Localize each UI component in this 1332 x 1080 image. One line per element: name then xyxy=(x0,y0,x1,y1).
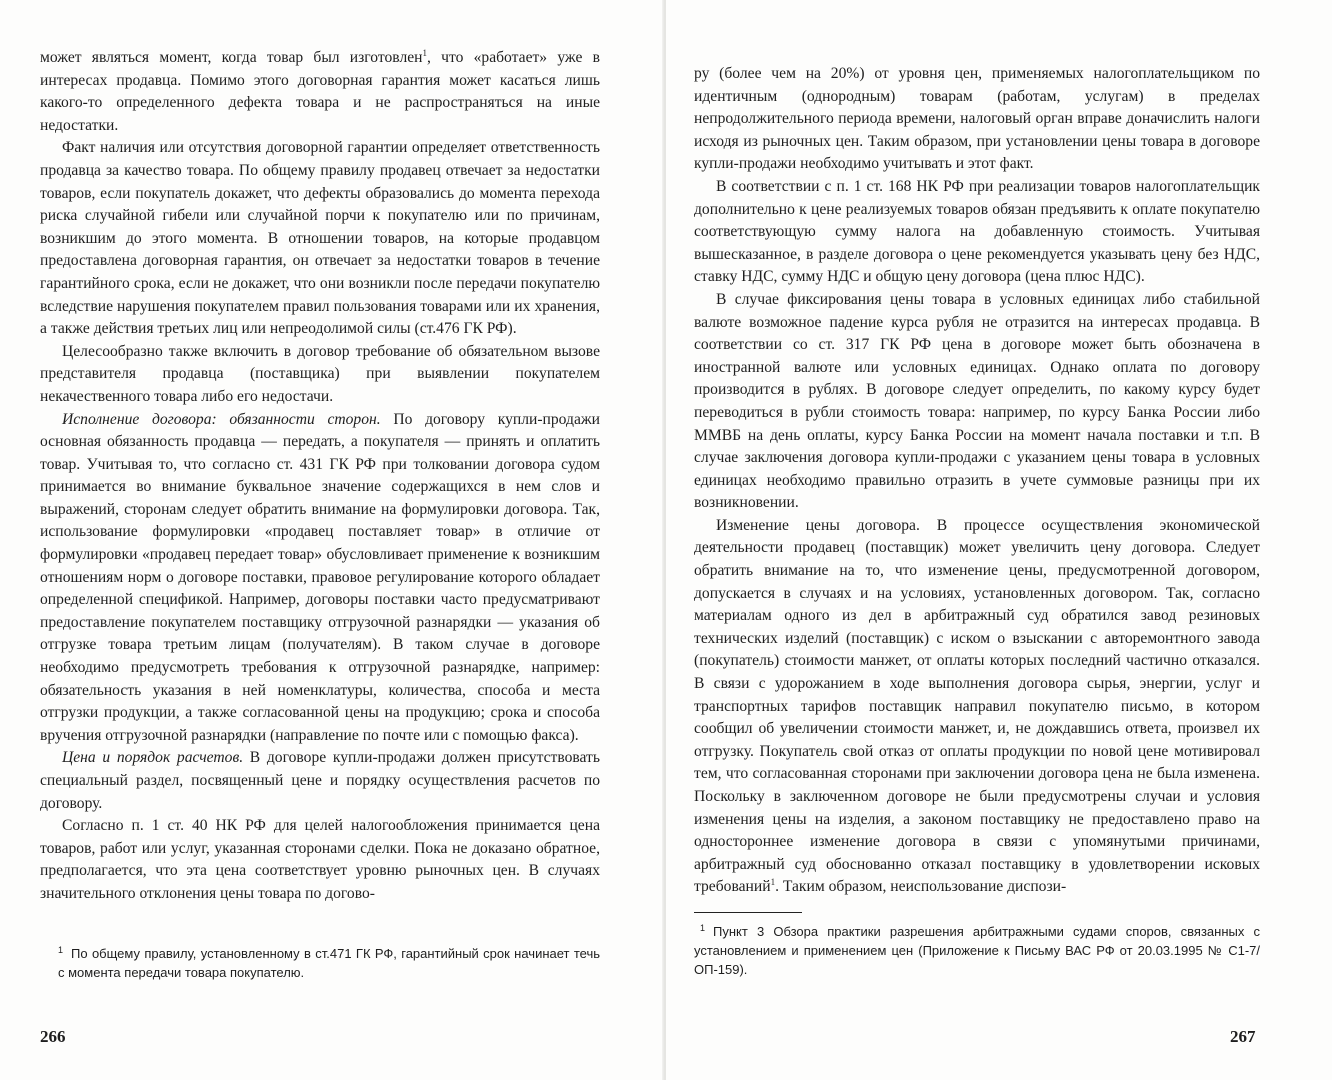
left-page-body xyxy=(40,47,600,906)
paragraph xyxy=(40,747,600,815)
paragraph-text: В договоре купли-продажи должен присутствовать специальный раздел, посвященный цене и порядку осуществления расчетов по договору. xyxy=(40,749,600,812)
paragraph xyxy=(40,409,600,748)
paragraph: Целесообразно также включить в договор требование об обязательном вызове представителя продавца (поставщика) при выявлении покупателем некачественного товара либо его недостачи. xyxy=(40,342,600,405)
paragraph-text: , что «работает» уже в интересах продавца. Помимо этого договорная гарантия может касаться лишь какого-то определенного дефекта товара и не распространяться на иные недостатки. xyxy=(40,49,600,134)
paragraph: В случае фиксирования цены товара в условных единицах либо стабильной валюте возможное падение курса рубля не отразится на интересах продавца. В соответствии со ст. 317 ГК РФ цена в договоре может быть обозначена в иностранной валюте или условных единицах. Однако оплата по договору производится в рублях. В договоре следует определить, по какому курсу будет переводиться в рубли стоимость товара: например, по курсу Банка России либо ММВБ на день оплаты, курсу Банка России на момент начала поставки и т.п. В случае заключения договора купли-продажи с указанием цены товара в условных единицах необходимо правильно отразить в учете суммовые разницы при их возникновении. xyxy=(694,290,1260,512)
paragraph: Согласно п. 1 ст. 40 НК РФ для целей налогообложения принимается цена товаров, работ или услуг, указанная сторонами сделки. Пока не доказано обратное, предполагается, что эта цена соответствует уровню рыночных цен. В случаях значительного отклонения цены товара по догово- xyxy=(40,817,600,902)
paragraph xyxy=(694,515,1260,899)
footnote xyxy=(58,944,600,982)
section-heading-price: Цена и порядок расчетов. xyxy=(62,749,244,767)
right-page-body xyxy=(694,63,1260,899)
footnote-text: По общему правилу, установленному в ст.471 ГК РФ, гарантийный срок начинает течь с момента передачи товара покупателю. xyxy=(58,946,600,980)
footnote-number: 1 xyxy=(700,922,706,933)
footnote-text: Пункт 3 Обзора практики разрешения арбитражными судами споров, связанных с установлением и применением цен (Приложение к Письму ВАС РФ от 20.03.1995 № С1-7/ОП-159). xyxy=(694,924,1260,977)
page-number-right: 267 xyxy=(1230,1027,1256,1046)
paragraph-text: По договору купли-продажи основная обязанность продавца — передать, а покупателя — принять и оплатить товар. Учитывая то, что согласно ст. 431 ГК РФ при толковании договора судом принимается во внимание буквальное значение содержащихся в нем слов и выражений, сторонам следует обратить внимание на формулировки договора. Так, использование формулировки «продавец поставляет товар» в отличие от формулировки «продавец передает товар» обусловливает применение к возникшим отношениям норм о договоре поставки, правовое регулирование которого обладает определенной спецификой. Например, договоры поставки часто предусматривают предоставление покупателем поставщику отгрузочной разнарядки — указания об отгрузке товара третьим лицам (получателям). В таком случае в договоре необходимо предусмотреть требования к отгрузочной разнарядке, например: обязательность указания в ней номенклатуры, количества, способа и места отгрузки продукции, а также согласованной цены на продукцию; срока и способа вручения отгрузочной разнарядки (направление по почте или с помощью факса). xyxy=(40,410,601,744)
page-number-left: 266 xyxy=(40,1027,66,1046)
footnote xyxy=(694,922,1260,979)
paragraph: ру (более чем на 20%) от уровня цен, применяемых налогоплательщиком по идентичным (однородным) товарам (работам, услугам) в пределах непродолжительного периода времени, налоговый орган вправе доначислить налоги исходя из рыночных цен. Таким образом, при установлении цены товара в договоре купли-продажи необходимо учитывать и этот факт. xyxy=(694,65,1260,173)
paragraph: В соответствии с п. 1 ст. 168 НК РФ при реализации товаров налогоплательщик дополнительно к цене реализуемых товаров обязан предъявить к оплате покупателю соответствующую сумму налога на добавленную стоимость. Учитывая вышесказанное, в разделе договора о цене рекомендуется указывать цену без НДС, ставку НДС, сумму НДС и общую цену договора (цена плюс НДС). xyxy=(694,177,1260,286)
paragraph xyxy=(40,47,600,137)
footnote-marker[interactable]: 1 xyxy=(770,877,776,888)
footnote-number: 1 xyxy=(58,944,64,955)
paragraph-text: Изменение цены договора. В процессе осуществления экономической деятельности продавец (поставщик) может увеличить цену договора. Следует обратить внимание на то, что изменение цены, предусмотренной договором, допускается в случаях и на условиях, установленных договором. Так, согласно материалам одного из дел в арбитражный суд обратился завод резиновых технических изделий (поставщик) с иском о взыскании с авторемонтного завода (покупатель) стоимости манжет, от оплаты которых последний частично отказался. В связи с удорожанием в ходе выполнения договора сырья, энергии, услуг и транспортных тарифов поставщик направил покупателю письмо, в котором сообщил об увеличении стоимости манжет, и, не дождавшись ответа, произвел их отгрузку. Покупатель свой отказ от оплаты продукции по новой цене мотивировал тем, что согласованная сторонами при заключении договора цена не была изменена. Поскольку в заключенном договоре не были предусмотрены случаи и условия изменения цены на изделия, а законом поставщику не предоставлено право на одностороннее изменение договора в связи с упомянутыми причинами, арбитражный суд обоснованно отказал поставщику в удовлетворении исковых требований xyxy=(694,516,1260,896)
left-page xyxy=(0,0,664,1080)
paragraph: Факт наличия или отсутствия договорной гарантии определяет ответственность продавца за качество товара. По общему правилу продавец отвечает за недостатки товаров, если покупатель докажет, что дефекты образовались до момента перехода риска случайной гибели или случайной порчи к покупателю или по причинам, возникшим до этого момента. В отношении товаров, на которые продавцом предоставлена договорная гарантия, он отвечает за недостатки товаров в течение гарантийного срока, если не докажет, что они возникли после передачи покупателю вследствие нарушения покупателем правил пользования товарами или их хранения, а также действия третьих лиц или непреодолимой силы (ст.476 ГК РФ). xyxy=(40,139,600,338)
paragraph-text: может являться момент, когда товар был изготовлен xyxy=(40,49,423,66)
paragraph-text: . Таким образом, неиспользование диспози- xyxy=(775,878,1067,896)
section-heading-obligations: Исполнение договора: обязанности сторон. xyxy=(62,410,381,428)
footnote-rule xyxy=(694,912,802,913)
footnote-marker[interactable]: 1 xyxy=(422,47,428,58)
